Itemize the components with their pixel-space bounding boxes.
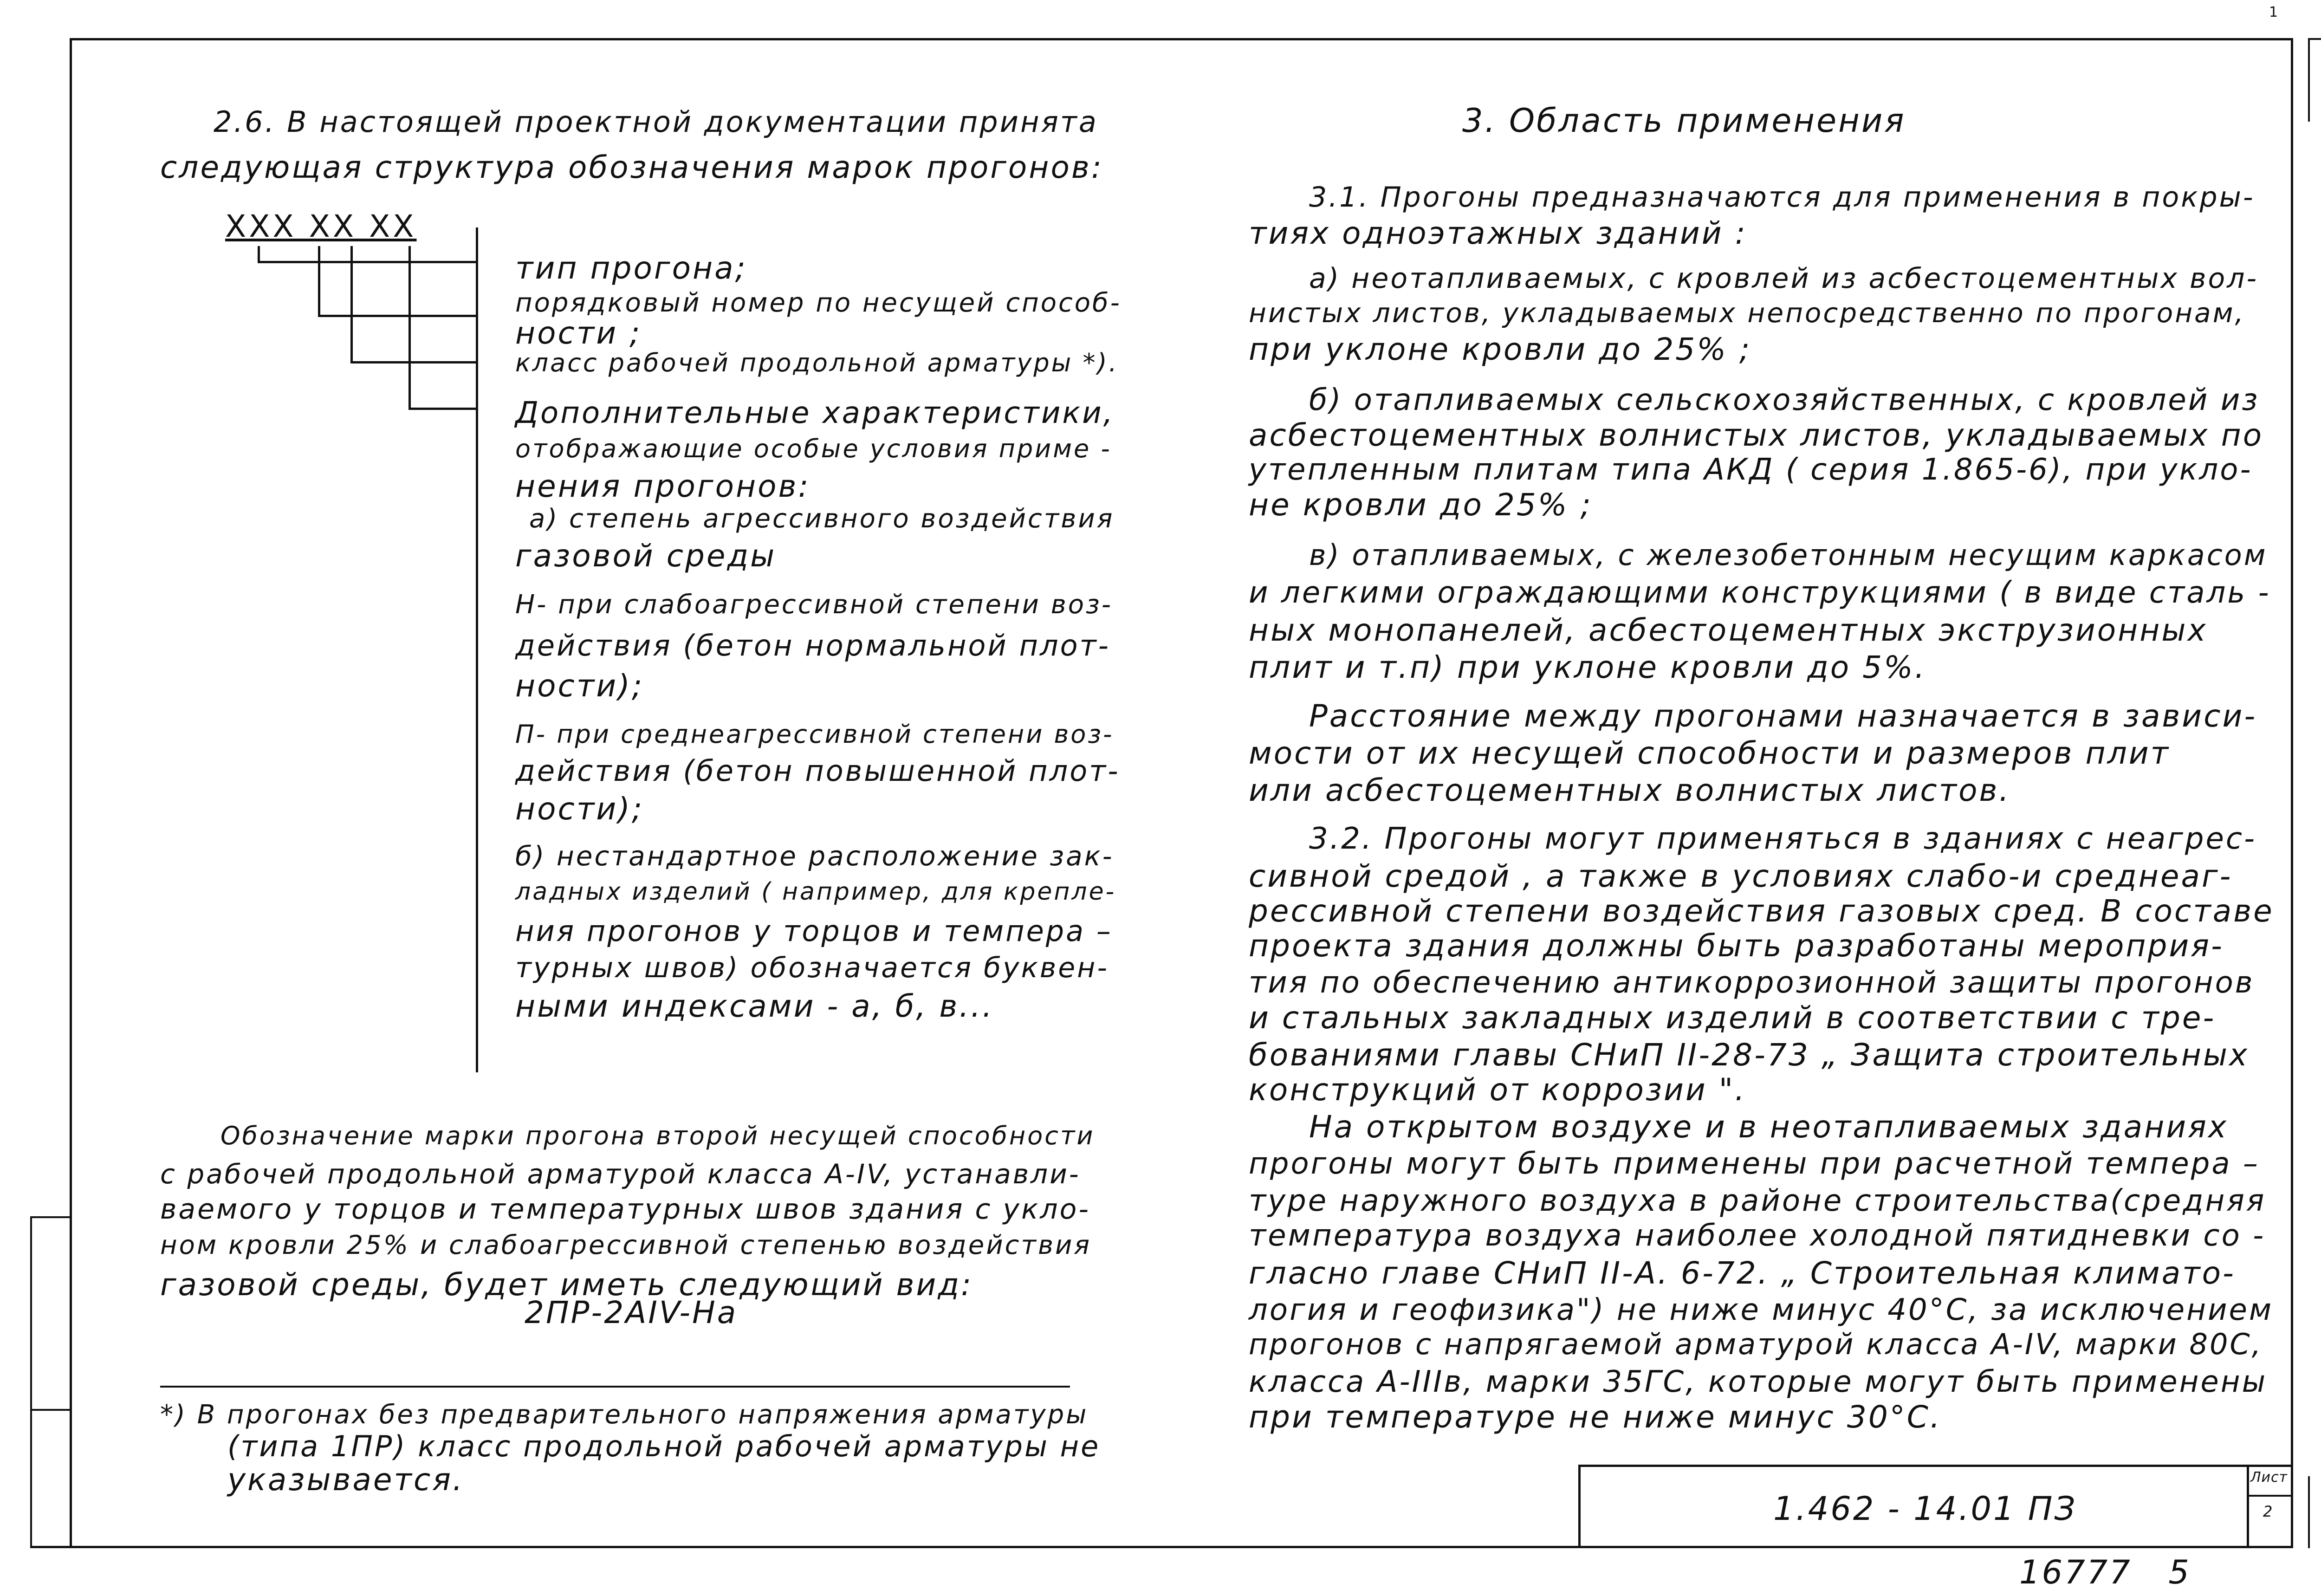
document-code: 1.462 - 14.01 ПЗ — [1773, 1490, 2077, 1528]
legend-line: класс рабочей продольной арматуры *). — [515, 348, 1119, 377]
para-v-line: плит и т.п) при уклоне кровли до 5%. — [1249, 649, 1926, 685]
legend-line: б) нестандартное расположение зак- — [515, 840, 1114, 872]
example-line: ном кровли 25% и слабоагрессивной степенью воздействия — [160, 1230, 1092, 1260]
margin-strip-left — [30, 1216, 32, 1548]
para-b-line: асбестоцементных волнистых листов, укладываемых по — [1249, 417, 2264, 453]
legend-line: тип прогона; — [515, 250, 747, 286]
frame-right-line — [2291, 38, 2293, 1548]
margin-strip-top — [30, 1216, 72, 1218]
legend-line: действия (бетон нормальной плот- — [515, 629, 1111, 662]
footnote-rule — [160, 1386, 1070, 1388]
example-line: Обозначение марки прогона второй несущей способности — [220, 1121, 1095, 1150]
para-distance-line: или асбестоцементных волнистых листов. — [1249, 772, 2011, 808]
footnote-line: (типа 1ПР) класс продольной рабочей арматуры не — [227, 1429, 1101, 1463]
title-block-sheet-line — [2247, 1495, 2293, 1497]
para-outdoor-line: На открытом воздухе и в неотапливаемых зданиях — [1309, 1109, 2228, 1145]
para-v-line: и легкими ограждающими конструкциями ( в виде сталь - — [1249, 576, 2271, 610]
example-line: ваемого у торцов и температурных швов здания с укло- — [160, 1193, 1091, 1226]
para-v-line: в) отапливаемых, с железобетонным несущим каркасом — [1309, 538, 2268, 572]
archive-number: 16777 5 — [2019, 1553, 2191, 1591]
example-line: с рабочей продольной арматурой класса А-IV, устанавли- — [160, 1158, 1081, 1190]
code-pattern: XXX XX XX — [225, 208, 417, 244]
para-b-line: б) отапливаемых сельскохозяйственных, с кровлей из — [1309, 383, 2260, 417]
legend-line: ния прогонов у торцов и темпера – — [515, 914, 1113, 948]
corner-mark: 1 — [2269, 4, 2280, 20]
para-outdoor-line: прогонов с напрягаемой арматурой класса А-IV, марки 80С, — [1249, 1327, 2263, 1361]
para-3-2-line: бованиями главы СНиП II-28-73 „ Защита строительных — [1249, 1037, 2250, 1073]
legend-line: Н- при слабоагрессивной степени воз- — [515, 590, 1113, 620]
para-outdoor-line: класса А-IIIв, марки 35ГС, которые могут быть применены — [1249, 1365, 2268, 1399]
frame-top-line — [70, 38, 2293, 40]
legend-line: ности ; — [515, 315, 642, 351]
para-outdoor-line: туре наружного воздуха в районе строительства(средняя — [1249, 1184, 2266, 1218]
para-3-1-line: 3.1. Прогоны предназначаются для применения в покры- — [1309, 181, 2255, 214]
sheet-label: Лист — [2250, 1469, 2288, 1486]
example-mark: 2ПР-2АIV-На — [525, 1295, 738, 1330]
frame-left-line — [70, 38, 72, 1548]
para-outdoor-line: при температуре не ниже минус 30°С. — [1249, 1399, 1942, 1435]
legend-line: ности); — [515, 668, 644, 704]
legend-line: П- при среднеагрессивной степени воз- — [515, 720, 1114, 749]
para-outdoor-line: логия и геофизика") не ниже минус 40°С, за исключением — [1249, 1293, 2274, 1327]
footnote-line: *) В прогонах без предварительного напряжения арматуры — [160, 1400, 1089, 1430]
example-line: газовой среды, будет иметь следующий вид: — [160, 1267, 973, 1303]
title-block-divider — [2247, 1465, 2249, 1548]
para-a-line: при уклоне кровли до 25% ; — [1249, 331, 1752, 367]
legend-line: порядковый номер по несущей способ- — [515, 288, 1122, 318]
sheet-number: 2 — [2263, 1503, 2275, 1520]
para-3-2-line: проекта здания должны быть разработаны мероприя- — [1249, 928, 2224, 964]
title-block-top — [1578, 1465, 2293, 1467]
footnote-line: указывается. — [227, 1462, 464, 1498]
para-distance-line: Расстояние между прогонами назначается в зависи- — [1309, 698, 2257, 734]
corner-bracket-h — [2308, 38, 2321, 40]
para-v-line: ных монопанелей, асбестоцементных экструзионных — [1249, 612, 2208, 648]
legend-line: турных швов) обозначается буквен- — [515, 952, 1109, 984]
para-outdoor-line: температура воздуха наиболее холодной пятидневки со - — [1249, 1219, 2266, 1253]
para-3-2-line: и стальных закладных изделий в соответствии с тре- — [1249, 1000, 2216, 1036]
para-3-2-line: тия по обеспечению антикоррозионной защиты прогонов — [1249, 966, 2255, 1000]
legend-line: ности); — [515, 791, 644, 827]
right-margin-tick — [2308, 1476, 2310, 1548]
legend-line: ными индексами - а, б, в... — [515, 988, 994, 1024]
para-a-line: а) неотапливаемых, с кровлей из асбестоцементных вол- — [1309, 262, 2259, 295]
frame-bottom-line — [30, 1546, 2293, 1548]
para-3-2-line: сивной средой , а также в условиях слабо-и среднеаг- — [1249, 858, 2233, 894]
para-b-line: не кровли до 25% ; — [1249, 487, 1593, 523]
section-2-6-line2: следующая структура обозначения марок прогонов: — [160, 149, 1103, 185]
legend-line: действия (бетон повышенной плот- — [515, 754, 1120, 788]
corner-bracket-v — [2308, 38, 2310, 122]
legend-line: отображающие особые условия приме - — [515, 434, 1112, 463]
legend-line: ладных изделий ( например, для крепле- — [515, 878, 1116, 906]
para-outdoor-line: гласно главе СНиП II-А. 6-72. „ Строительная климато- — [1249, 1255, 2236, 1291]
legend-line: Дополнительные характеристики, — [515, 396, 1115, 430]
legend-line: а) степень агрессивного воздействия — [529, 504, 1115, 534]
para-3-2-line: конструкций от коррозии ". — [1249, 1072, 1747, 1108]
para-outdoor-line: прогоны могут быть применены при расчетной темпера – — [1249, 1147, 2260, 1181]
para-3-1-line: тиях одноэтажных зданий : — [1249, 215, 1747, 251]
para-distance-line: мости от их несущей способности и размеров плит — [1249, 735, 2171, 771]
para-3-2-line: 3.2. Прогоны могут применяться в зданиях с неагрес- — [1309, 822, 2257, 856]
para-3-2-line: рессивной степени воздействия газовых сред. В составе — [1249, 893, 2274, 929]
title-block-left — [1578, 1465, 1581, 1548]
para-a-line: нистых листов, укладываемых непосредственно по прогонам, — [1249, 297, 2245, 329]
margin-strip-mid — [30, 1409, 72, 1411]
legend-line: газовой среды — [515, 538, 777, 574]
section-3-heading: 3. Область применения — [1462, 102, 1906, 140]
section-2-6-line1: 2.6. В настоящей проектной документации принята — [214, 105, 1098, 139]
para-b-line: утепленным плитам типа АКД ( серия 1.865-6), при укло- — [1249, 453, 2253, 487]
legend-line: нения прогонов: — [515, 468, 810, 504]
